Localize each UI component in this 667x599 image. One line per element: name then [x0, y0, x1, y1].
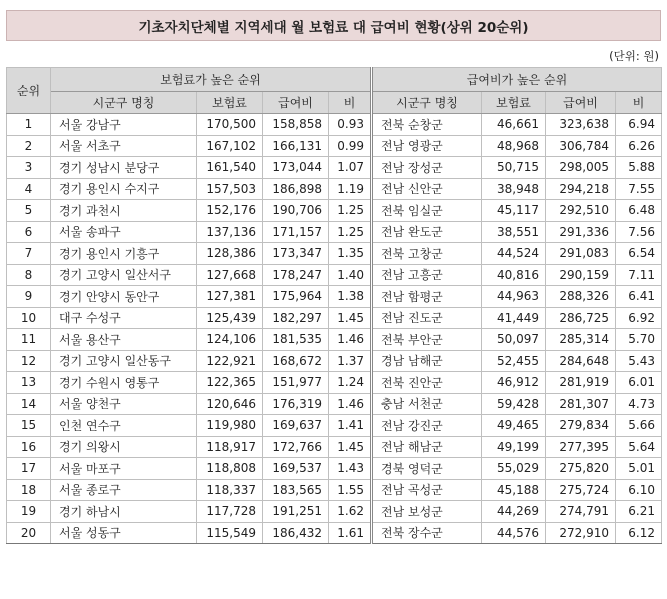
benefit-region-cell: 전북 부안군	[372, 329, 482, 351]
benefit-premium-cell: 38,948	[482, 178, 546, 200]
benefit-region-cell: 충남 서천군	[372, 393, 482, 415]
benefit-premium-cell: 49,199	[482, 436, 546, 458]
benefit-ratio-cell: 6.48	[616, 200, 662, 222]
premium-benefit-cell: 190,706	[263, 200, 329, 222]
rank-cell: 6	[7, 221, 51, 243]
premium-benefit-cell: 158,858	[263, 114, 329, 136]
benefit-region-cell: 전남 강진군	[372, 415, 482, 437]
benefit-ratio-cell: 6.54	[616, 243, 662, 265]
premium-value-cell: 120,646	[197, 393, 263, 415]
header-left-ratio: 비	[329, 92, 372, 114]
header-right-premium: 보험료	[482, 92, 546, 114]
benefit-premium-cell: 50,097	[482, 329, 546, 351]
premium-ratio-cell: 1.62	[329, 501, 372, 523]
premium-ratio-cell: 1.24	[329, 372, 372, 394]
premium-value-cell: 125,439	[197, 307, 263, 329]
premium-value-cell: 137,136	[197, 221, 263, 243]
premium-benefit-cell: 182,297	[263, 307, 329, 329]
premium-region-cell: 경기 하남시	[51, 501, 197, 523]
premium-value-cell: 118,808	[197, 458, 263, 480]
benefit-ratio-cell: 5.64	[616, 436, 662, 458]
premium-value-cell: 118,917	[197, 436, 263, 458]
benefit-value-cell: 284,648	[546, 350, 616, 372]
premium-value-cell: 167,102	[197, 135, 263, 157]
benefit-ratio-cell: 6.12	[616, 522, 662, 544]
premium-value-cell: 170,500	[197, 114, 263, 136]
benefit-region-cell: 경남 남해군	[372, 350, 482, 372]
premium-region-cell: 경기 과천시	[51, 200, 197, 222]
premium-region-cell: 서울 서초구	[51, 135, 197, 157]
rank-cell: 12	[7, 350, 51, 372]
benefit-value-cell: 286,725	[546, 307, 616, 329]
header-left-name: 시군구 명칭	[51, 92, 197, 114]
benefit-value-cell: 285,314	[546, 329, 616, 351]
benefit-region-cell: 전북 진안군	[372, 372, 482, 394]
premium-region-cell: 경기 용인시 기흥구	[51, 243, 197, 265]
table-row	[7, 307, 662, 329]
rank-cell: 4	[7, 178, 51, 200]
table-row	[7, 243, 662, 265]
premium-region-cell: 경기 성남시 분당구	[51, 157, 197, 179]
table-row	[7, 264, 662, 286]
rank-cell: 8	[7, 264, 51, 286]
premium-value-cell: 115,549	[197, 522, 263, 544]
benefit-ratio-cell: 4.73	[616, 393, 662, 415]
benefit-value-cell: 275,724	[546, 479, 616, 501]
table-row	[7, 329, 662, 351]
premium-region-cell: 서울 강남구	[51, 114, 197, 136]
header-rank: 순위	[7, 68, 51, 114]
table-row	[7, 135, 662, 157]
rank-cell: 11	[7, 329, 51, 351]
benefit-ratio-cell: 6.94	[616, 114, 662, 136]
benefit-premium-cell: 44,524	[482, 243, 546, 265]
premium-value-cell: 118,337	[197, 479, 263, 501]
header-right-ratio: 비	[616, 92, 662, 114]
table-row	[7, 372, 662, 394]
rank-cell: 10	[7, 307, 51, 329]
header-group-premium: 보험료가 높은 순위	[51, 68, 372, 92]
benefit-premium-cell: 46,912	[482, 372, 546, 394]
rank-cell: 17	[7, 458, 51, 480]
premium-benefit-cell: 176,319	[263, 393, 329, 415]
benefit-ratio-cell: 6.26	[616, 135, 662, 157]
benefit-region-cell: 전남 신안군	[372, 178, 482, 200]
premium-value-cell: 119,980	[197, 415, 263, 437]
premium-region-cell: 서울 용산구	[51, 329, 197, 351]
benefit-region-cell: 전북 장수군	[372, 522, 482, 544]
premium-ratio-cell: 1.45	[329, 307, 372, 329]
benefit-value-cell: 292,510	[546, 200, 616, 222]
header-left-benefit: 급여비	[263, 92, 329, 114]
premium-ratio-cell: 1.19	[329, 178, 372, 200]
premium-region-cell: 서울 종로구	[51, 479, 197, 501]
premium-benefit-cell: 168,672	[263, 350, 329, 372]
rank-cell: 16	[7, 436, 51, 458]
premium-benefit-table	[6, 67, 662, 544]
table-row	[7, 501, 662, 523]
premium-region-cell: 경기 의왕시	[51, 436, 197, 458]
premium-benefit-cell: 186,432	[263, 522, 329, 544]
premium-benefit-cell: 169,537	[263, 458, 329, 480]
rank-cell: 2	[7, 135, 51, 157]
benefit-premium-cell: 41,449	[482, 307, 546, 329]
premium-ratio-cell: 1.25	[329, 221, 372, 243]
premium-ratio-cell: 0.93	[329, 114, 372, 136]
benefit-ratio-cell: 6.41	[616, 286, 662, 308]
header-right-benefit: 급여비	[546, 92, 616, 114]
benefit-value-cell: 275,820	[546, 458, 616, 480]
benefit-premium-cell: 50,715	[482, 157, 546, 179]
benefit-premium-cell: 55,029	[482, 458, 546, 480]
benefit-premium-cell: 44,576	[482, 522, 546, 544]
premium-ratio-cell: 1.46	[329, 393, 372, 415]
premium-ratio-cell: 1.25	[329, 200, 372, 222]
benefit-value-cell: 274,791	[546, 501, 616, 523]
benefit-region-cell: 전남 보성군	[372, 501, 482, 523]
benefit-ratio-cell: 5.43	[616, 350, 662, 372]
benefit-region-cell: 전남 함평군	[372, 286, 482, 308]
table-body	[7, 114, 662, 544]
benefit-ratio-cell: 5.88	[616, 157, 662, 179]
benefit-region-cell: 전북 임실군	[372, 200, 482, 222]
premium-benefit-cell: 186,898	[263, 178, 329, 200]
premium-value-cell: 122,365	[197, 372, 263, 394]
rank-cell: 7	[7, 243, 51, 265]
table-row	[7, 458, 662, 480]
table-row	[7, 114, 662, 136]
rank-cell: 15	[7, 415, 51, 437]
premium-region-cell: 서울 성동구	[51, 522, 197, 544]
premium-ratio-cell: 1.37	[329, 350, 372, 372]
premium-benefit-cell: 169,637	[263, 415, 329, 437]
benefit-ratio-cell: 6.10	[616, 479, 662, 501]
header-right-name: 시군구 명칭	[372, 92, 482, 114]
premium-benefit-cell: 181,535	[263, 329, 329, 351]
header-group-benefit: 급여비가 높은 순위	[372, 68, 662, 92]
premium-benefit-cell: 183,565	[263, 479, 329, 501]
table-row	[7, 178, 662, 200]
rank-cell: 19	[7, 501, 51, 523]
premium-value-cell: 127,381	[197, 286, 263, 308]
benefit-value-cell: 281,919	[546, 372, 616, 394]
rank-cell: 9	[7, 286, 51, 308]
benefit-ratio-cell: 7.55	[616, 178, 662, 200]
premium-region-cell: 경기 안양시 동안구	[51, 286, 197, 308]
benefit-value-cell: 281,307	[546, 393, 616, 415]
premium-ratio-cell: 1.43	[329, 458, 372, 480]
premium-value-cell: 128,386	[197, 243, 263, 265]
table-row	[7, 221, 662, 243]
benefit-premium-cell: 45,117	[482, 200, 546, 222]
table-row	[7, 415, 662, 437]
premium-value-cell: 161,540	[197, 157, 263, 179]
benefit-value-cell: 298,005	[546, 157, 616, 179]
rank-cell: 20	[7, 522, 51, 544]
premium-region-cell: 서울 마포구	[51, 458, 197, 480]
benefit-value-cell: 323,638	[546, 114, 616, 136]
premium-ratio-cell: 1.07	[329, 157, 372, 179]
premium-ratio-cell: 1.40	[329, 264, 372, 286]
premium-region-cell: 서울 양천구	[51, 393, 197, 415]
table-row	[7, 157, 662, 179]
benefit-premium-cell: 44,963	[482, 286, 546, 308]
table-row	[7, 522, 662, 544]
benefit-region-cell: 전북 고창군	[372, 243, 482, 265]
premium-ratio-cell: 1.35	[329, 243, 372, 265]
benefit-value-cell: 272,910	[546, 522, 616, 544]
header-left-premium: 보험료	[197, 92, 263, 114]
benefit-ratio-cell: 6.01	[616, 372, 662, 394]
rank-cell: 18	[7, 479, 51, 501]
table-title-text: 기초자치단체별 지역세대 월 보험료 대 급여비 현황(상위 20순위)	[138, 19, 529, 36]
benefit-ratio-cell: 6.21	[616, 501, 662, 523]
benefit-ratio-cell: 5.01	[616, 458, 662, 480]
premium-region-cell: 인천 연수구	[51, 415, 197, 437]
benefit-premium-cell: 45,188	[482, 479, 546, 501]
benefit-value-cell: 290,159	[546, 264, 616, 286]
benefit-value-cell: 277,395	[546, 436, 616, 458]
benefit-region-cell: 전남 완도군	[372, 221, 482, 243]
benefit-premium-cell: 38,551	[482, 221, 546, 243]
benefit-ratio-cell: 7.56	[616, 221, 662, 243]
benefit-region-cell: 전남 영광군	[372, 135, 482, 157]
rank-cell: 14	[7, 393, 51, 415]
benefit-ratio-cell: 7.11	[616, 264, 662, 286]
premium-region-cell: 서울 송파구	[51, 221, 197, 243]
benefit-premium-cell: 59,428	[482, 393, 546, 415]
benefit-premium-cell: 52,455	[482, 350, 546, 372]
premium-benefit-cell: 173,044	[263, 157, 329, 179]
premium-value-cell: 127,668	[197, 264, 263, 286]
premium-value-cell: 124,106	[197, 329, 263, 351]
benefit-ratio-cell: 5.70	[616, 329, 662, 351]
benefit-premium-cell: 44,269	[482, 501, 546, 523]
premium-ratio-cell: 1.38	[329, 286, 372, 308]
benefit-region-cell: 전남 해남군	[372, 436, 482, 458]
rank-cell: 1	[7, 114, 51, 136]
premium-region-cell: 경기 고양시 일산서구	[51, 264, 197, 286]
benefit-value-cell: 291,336	[546, 221, 616, 243]
premium-region-cell: 대구 수성구	[51, 307, 197, 329]
benefit-region-cell: 전남 고흥군	[372, 264, 482, 286]
table-row	[7, 200, 662, 222]
premium-ratio-cell: 1.45	[329, 436, 372, 458]
rank-cell: 13	[7, 372, 51, 394]
table-row	[7, 286, 662, 308]
benefit-value-cell: 288,326	[546, 286, 616, 308]
premium-ratio-cell: 1.61	[329, 522, 372, 544]
premium-benefit-cell: 166,131	[263, 135, 329, 157]
table-row	[7, 350, 662, 372]
premium-value-cell: 117,728	[197, 501, 263, 523]
benefit-value-cell: 306,784	[546, 135, 616, 157]
table-row	[7, 479, 662, 501]
premium-ratio-cell: 1.46	[329, 329, 372, 351]
benefit-premium-cell: 46,661	[482, 114, 546, 136]
premium-benefit-cell: 175,964	[263, 286, 329, 308]
rank-cell: 5	[7, 200, 51, 222]
premium-region-cell: 경기 고양시 일산동구	[51, 350, 197, 372]
premium-ratio-cell: 1.55	[329, 479, 372, 501]
benefit-premium-cell: 40,816	[482, 264, 546, 286]
benefit-value-cell: 294,218	[546, 178, 616, 200]
benefit-ratio-cell: 5.66	[616, 415, 662, 437]
premium-value-cell: 157,503	[197, 178, 263, 200]
premium-benefit-cell: 191,251	[263, 501, 329, 523]
benefit-premium-cell: 48,968	[482, 135, 546, 157]
unit-label: (단위: 원)	[609, 49, 659, 63]
premium-benefit-cell: 171,157	[263, 221, 329, 243]
benefit-region-cell: 전남 곡성군	[372, 479, 482, 501]
premium-benefit-cell: 172,766	[263, 436, 329, 458]
premium-ratio-cell: 1.41	[329, 415, 372, 437]
premium-value-cell: 152,176	[197, 200, 263, 222]
benefit-ratio-cell: 6.92	[616, 307, 662, 329]
benefit-value-cell: 279,834	[546, 415, 616, 437]
premium-benefit-cell: 178,247	[263, 264, 329, 286]
premium-ratio-cell: 0.99	[329, 135, 372, 157]
premium-region-cell: 경기 수원시 영통구	[51, 372, 197, 394]
benefit-region-cell: 경북 영덕군	[372, 458, 482, 480]
benefit-region-cell: 전남 진도군	[372, 307, 482, 329]
premium-value-cell: 122,921	[197, 350, 263, 372]
benefit-premium-cell: 49,465	[482, 415, 546, 437]
rank-cell: 3	[7, 157, 51, 179]
benefit-region-cell: 전남 장성군	[372, 157, 482, 179]
premium-region-cell: 경기 용인시 수지구	[51, 178, 197, 200]
table-row	[7, 436, 662, 458]
benefit-value-cell: 291,083	[546, 243, 616, 265]
premium-benefit-cell: 151,977	[263, 372, 329, 394]
table-row	[7, 393, 662, 415]
table-title	[6, 10, 661, 41]
benefit-region-cell: 전북 순창군	[372, 114, 482, 136]
premium-benefit-cell: 173,347	[263, 243, 329, 265]
